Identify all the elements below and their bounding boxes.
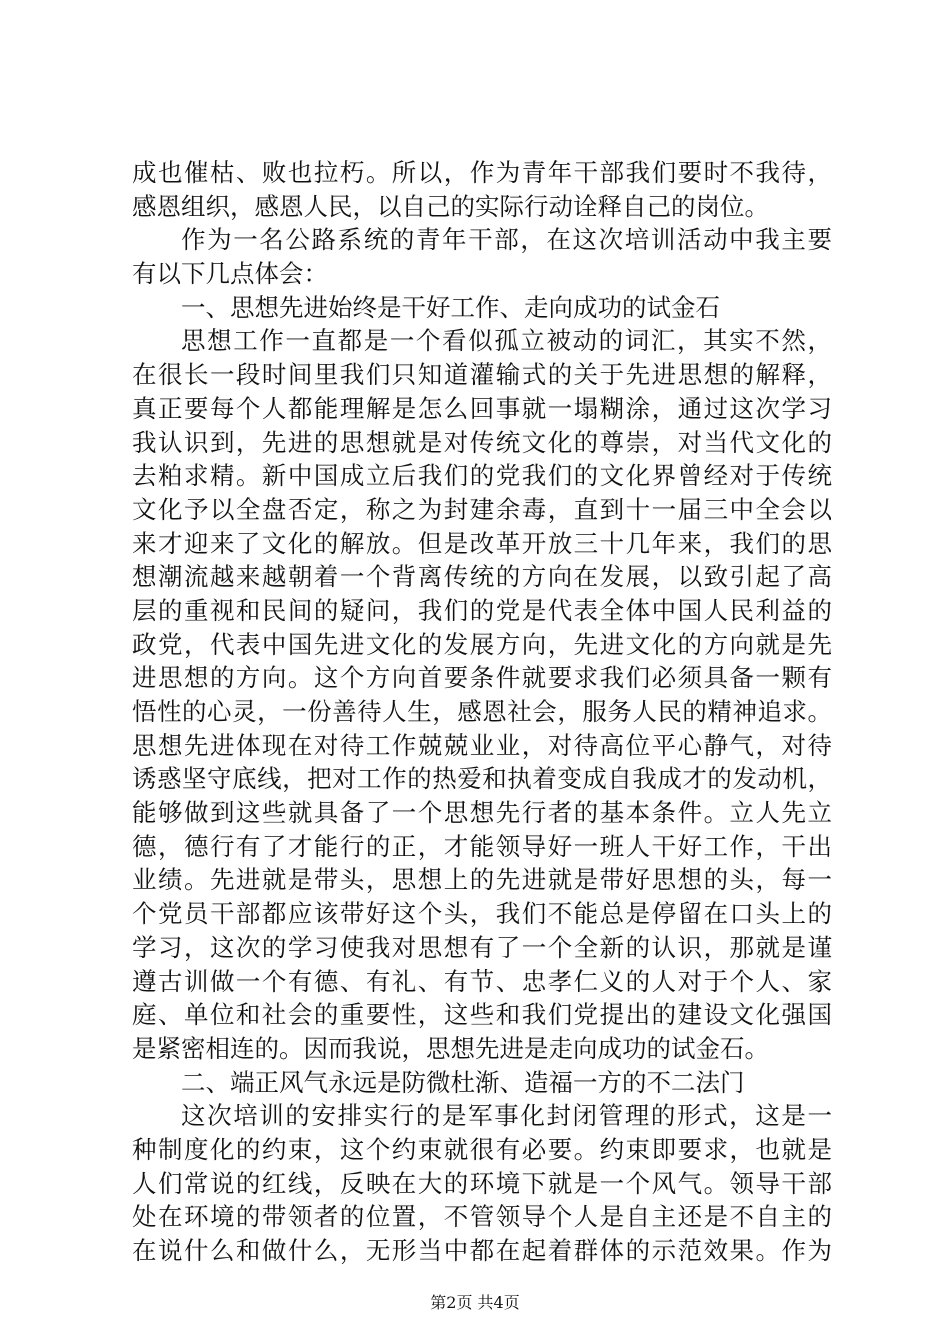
text-line: 思想先进体现在对待工作兢兢业业，对待高位平心静气，对待 [132,730,832,760]
paragraph-first-line: 作为一名公路系统的青年干部，在这次培训活动中我主要 [181,225,832,255]
section-heading-2: 二、端正风气永远是防微杜渐、造福一方的不二法门 [181,1067,745,1097]
paragraph-first-line: 这次培训的安排实行的是军事化封闭管理的形式，这是一 [181,1101,832,1131]
text-line: 种制度化的约束，这个约束就很有必要。约束即要求，也就是 [132,1134,832,1164]
body-text [132,156,832,1268]
text-line: 文化予以全盘否定，称之为封建余毒，直到十一届三中全会以 [132,494,832,524]
text-line: 在说什么和做什么，无形当中都在起着群体的示范效果。作为 [132,1236,832,1265]
text-line: 真正要每个人都能理解是怎么回事就一塌糊涂，通过这次学习 [132,393,832,423]
text-line: 政党，代表中国先进文化的发展方向，先进文化的方向就是先 [132,629,832,659]
text-line: 个党员干部都应该带好这个头，我们不能总是停留在口头上的 [132,899,832,929]
page-footer: 第2页 共4页 [430,1293,520,1312]
text-line: 进思想的方向。这个方向首要条件就要求我们必须具备一颗有 [132,663,832,693]
text-line: 来才迎来了文化的解放。但是改革开放三十几年来，我们的思 [132,528,832,558]
text-line: 想潮流越来越朝着一个背离传统的方向在发展，以致引起了高 [132,562,832,592]
text-line: 层的重视和民间的疑问，我们的党是代表全体中国人民利益的 [132,595,832,625]
text-line: 处在环境的带领者的位置，不管领导个人是自主还是不自主的 [132,1202,832,1232]
section-heading-1: 一、思想先进始终是干好工作、走向成功的试金石 [181,292,720,322]
text-line: 业绩。先进就是带头，思想上的先进就是带好思想的头，每一 [132,865,832,895]
text-line: 我认识到，先进的思想就是对传统文化的尊崇，对当代文化的 [132,427,832,457]
text-line: 德，德行有了才能行的正，才能领导好一班人干好工作，干出 [132,831,832,861]
text-line: 诱惑坚守底线，把对工作的热爱和执着变成自我成才的发动机， [132,764,832,794]
text-line: 人们常说的红线，反映在大的环境下就是一个风气。领导干部 [132,1168,832,1198]
text-line: 去粕求精。新中国成立后我们的党我们的文化界曾经对于传统 [132,461,832,491]
text-line: 有以下几点体会： [132,259,328,289]
text-line: 成也催枯、败也拉朽。所以，作为青年干部我们要时不我待， [132,158,832,187]
text-line: 能够做到这些就具备了一个思想先行者的基本条件。立人先立 [132,798,832,828]
text-line: 感恩组织，感恩人民，以自己的实际行动诠释自己的岗位。 [132,191,769,221]
text-line: 是紧密相连的。因而我说，思想先进是走向成功的试金石。 [132,1033,769,1063]
paragraph-first-line: 思想工作一直都是一个看似孤立被动的词汇，其实不然， [181,326,832,356]
text-line: 学习，这次的学习使我对思想有了一个全新的认识，那就是谨 [132,932,832,962]
text-line: 遵古训做一个有德、有礼、有节、忠孝仁义的人对于个人、家 [132,966,832,996]
text-line: 庭、单位和社会的重要性，这些和我们党提出的建设文化强国 [132,1000,832,1030]
text-line: 悟性的心灵，一份善待人生，感恩社会，服务人民的精神追求。 [132,697,832,726]
text-line: 在很长一段时间里我们只知道灌输式的关于先进思想的解释， [132,360,832,390]
